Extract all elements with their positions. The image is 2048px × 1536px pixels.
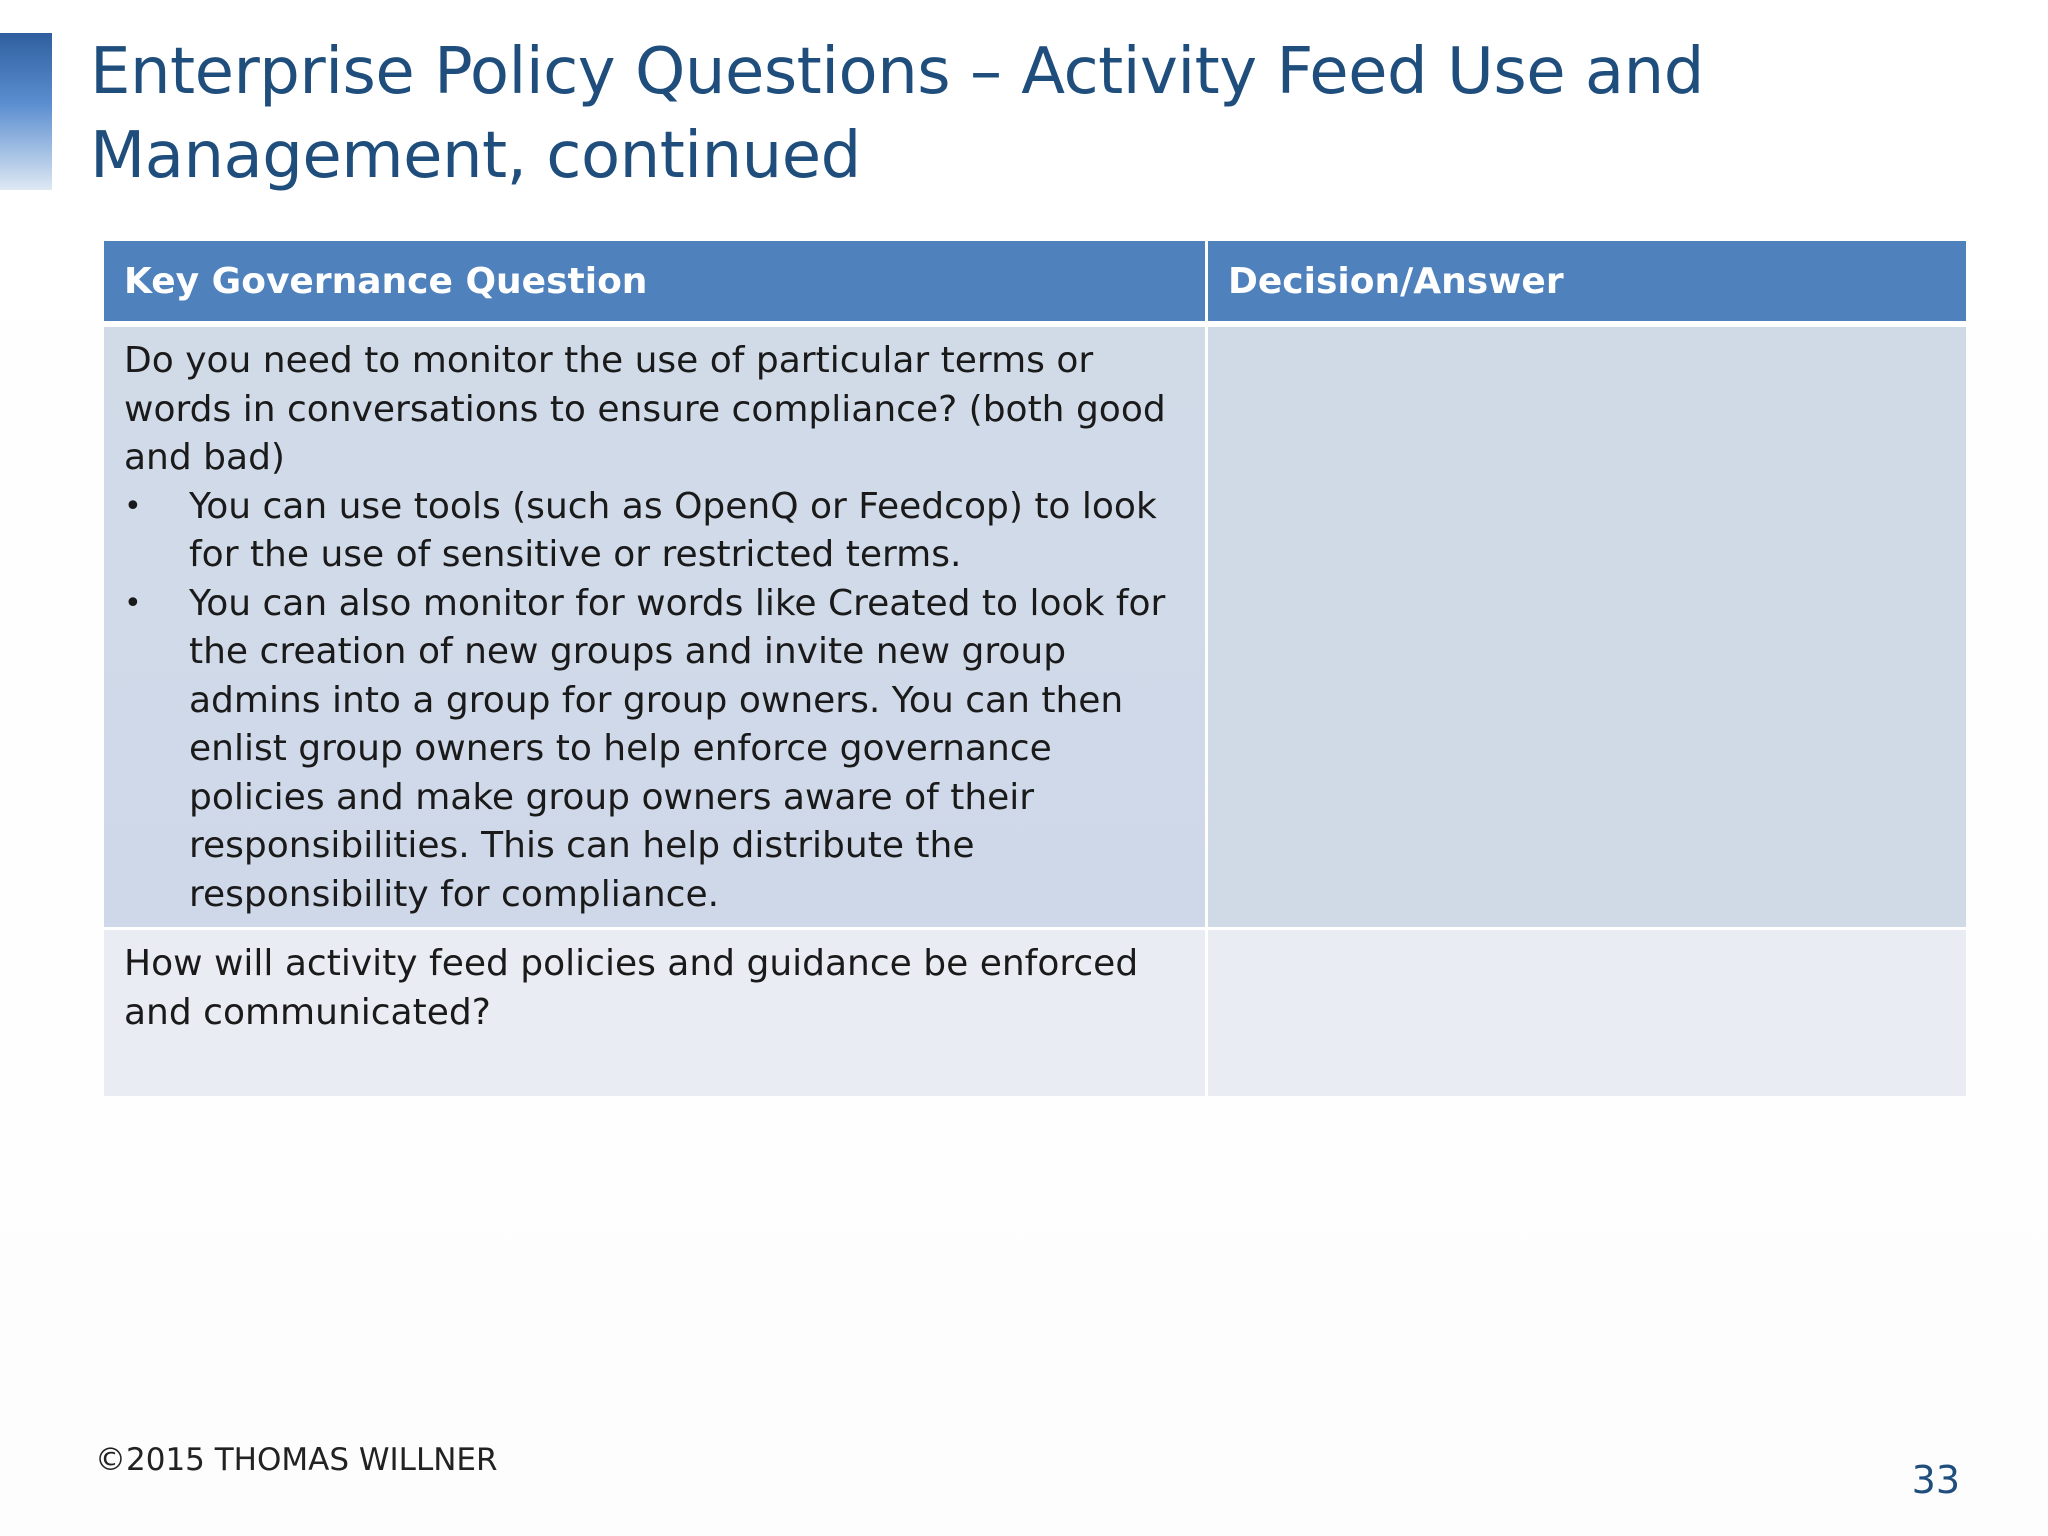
bullet-icon: • <box>124 488 142 524</box>
list-item <box>124 483 1185 580</box>
answer-cell <box>1208 327 1966 930</box>
table-row <box>104 930 1966 1096</box>
copyright-footer: ©2015 THOMAS WILLNER <box>95 1442 498 1478</box>
page-number: 33 <box>1911 1458 1960 1502</box>
table-row <box>104 327 1966 930</box>
bullet-list <box>124 483 1185 920</box>
question-text: How will activity feed policies and guidance be enforced and communicated? <box>124 943 1139 1033</box>
header-key-governance-question: Key Governance Question <box>104 241 1208 327</box>
bullet-text: You can use tools (such as OpenQ or Feedcop) to look for the use of sensitive or restricted terms. <box>189 485 1157 575</box>
governance-table <box>104 241 1966 1096</box>
question-text: Do you need to monitor the use of particular terms or words in conversations to ensure compliance? (both good and bad) <box>124 340 1166 478</box>
title-accent-bar <box>0 33 52 190</box>
list-item <box>124 580 1185 920</box>
header-decision-answer: Decision/Answer <box>1208 241 1966 327</box>
question-cell <box>104 930 1208 1096</box>
slide-title: Enterprise Policy Questions – Activity Feed Use and Management, continued <box>90 35 1704 193</box>
bullet-text: You can also monitor for words like Created to look for the creation of new groups and invite new group admins into a group for group owners. You can then enlist group owners to help enforce governance policies and make group owners aware of their responsibilities. This can help distribute the responsibility for compliance. <box>189 582 1166 915</box>
question-cell <box>104 327 1208 930</box>
table-header-row <box>104 241 1966 327</box>
answer-cell <box>1208 930 1966 1096</box>
bullet-icon: • <box>124 585 142 621</box>
